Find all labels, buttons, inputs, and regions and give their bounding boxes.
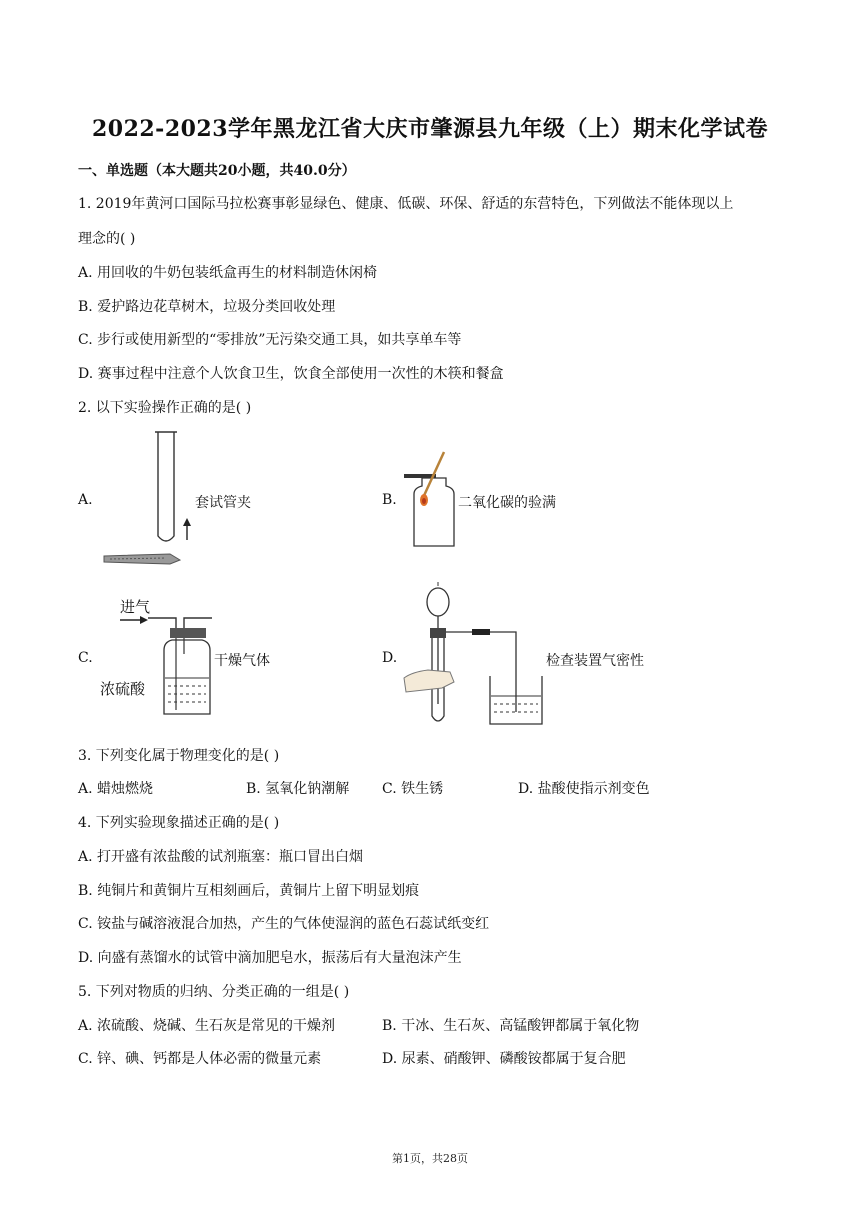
q5-option-c: C. 锌、碘、钙都是人体必需的微量元素 <box>78 1051 322 1067</box>
q4-option-b: B. 纯铜片和黄铜片互相刻画后，黄铜片上留下明显划痕 <box>78 883 420 899</box>
q2-option-a-letter: A. <box>78 492 93 508</box>
q2-option-c-caption: 干燥气体 <box>214 653 270 669</box>
gas-in-label: 进气 <box>120 598 151 616</box>
gas-drying-bottle-figure <box>118 610 218 720</box>
q2-stem: 2. 以下实验操作正确的是( ) <box>78 400 252 416</box>
q5-option-a: A. 浓硫酸、烧碱、生石灰是常见的干燥剂 <box>78 1018 336 1034</box>
q2-option-d-letter: D. <box>382 650 398 666</box>
q4-option-c: C. 铵盐与碱溶液混合加热，产生的气体使湿润的蓝色石蕊试纸变红 <box>78 916 490 932</box>
q1-option-d: D. 赛事过程中注意个人饮食卫生，饮食全部使用一次性的木筷和餐盒 <box>78 366 504 382</box>
q1-option-a: A. 用回收的牛奶包装纸盒再生的材料制造休闲椅 <box>78 265 378 281</box>
q3-stem: 3. 下列变化属于物理变化的是( ) <box>78 748 280 764</box>
q2-option-b-caption: 二氧化碳的验满 <box>458 495 556 511</box>
q1-option-c: C. 步行或使用新型的“零排放”无污染交通工具，如共享单车等 <box>78 332 462 348</box>
q3-option-d: D. 盐酸使指示剂变色 <box>518 781 650 797</box>
q4-stem: 4. 下列实验现象描述正确的是( ) <box>78 815 280 831</box>
q4-option-a: A. 打开盛有浓盐酸的试剂瓶塞：瓶口冒出白烟 <box>78 849 364 865</box>
q2-option-d-caption: 检查装置气密性 <box>546 653 644 669</box>
q1-option-b: B. 爱护路边花草树木，垃圾分类回收处理 <box>78 299 336 315</box>
section-heading: 一、单选题（本大题共20小题，共40.0分） <box>78 163 356 179</box>
page-title: 2022-2023学年黑龙江省大庆市肇源县九年级（上）期末化学试卷 <box>91 116 769 142</box>
q2-option-c-letter: C. <box>78 650 93 666</box>
page-footer: 第1页，共28页 <box>392 1152 468 1165</box>
conc-acid-label: 浓硫酸 <box>100 680 146 698</box>
q2-option-a-caption: 套试管夹 <box>195 495 251 511</box>
q2-option-b-letter: B. <box>382 492 397 508</box>
q1-stem-line2: 理念的( ) <box>78 231 136 247</box>
airtightness-check-figure <box>402 584 552 730</box>
q5-stem: 5. 下列对物质的归纳、分类正确的一组是( ) <box>78 984 350 1000</box>
q3-option-a: A. 蜡烛燃烧 <box>78 781 154 797</box>
q5-option-d: D. 尿素、硝酸钾、磷酸铵都属于复合肥 <box>382 1051 626 1067</box>
q5-option-b: B. 干冰、生石灰、高锰酸钾都属于氧化物 <box>382 1018 640 1034</box>
q4-option-d: D. 向盛有蒸馏水的试管中滴加肥皂水，振荡后有大量泡沫产生 <box>78 950 462 966</box>
co2-full-test-figure <box>400 448 460 550</box>
test-tube-clamp-figure <box>100 428 190 566</box>
q3-option-b: B. 氢氧化钠潮解 <box>246 781 350 797</box>
q3-option-c: C. 铁生锈 <box>382 781 444 797</box>
q1-stem-line1: 1. 2019年黄河口国际马拉松赛事彰显绿色、健康、低碳、环保、舒适的东营特色，下列做法不能体现以上 <box>78 196 734 212</box>
